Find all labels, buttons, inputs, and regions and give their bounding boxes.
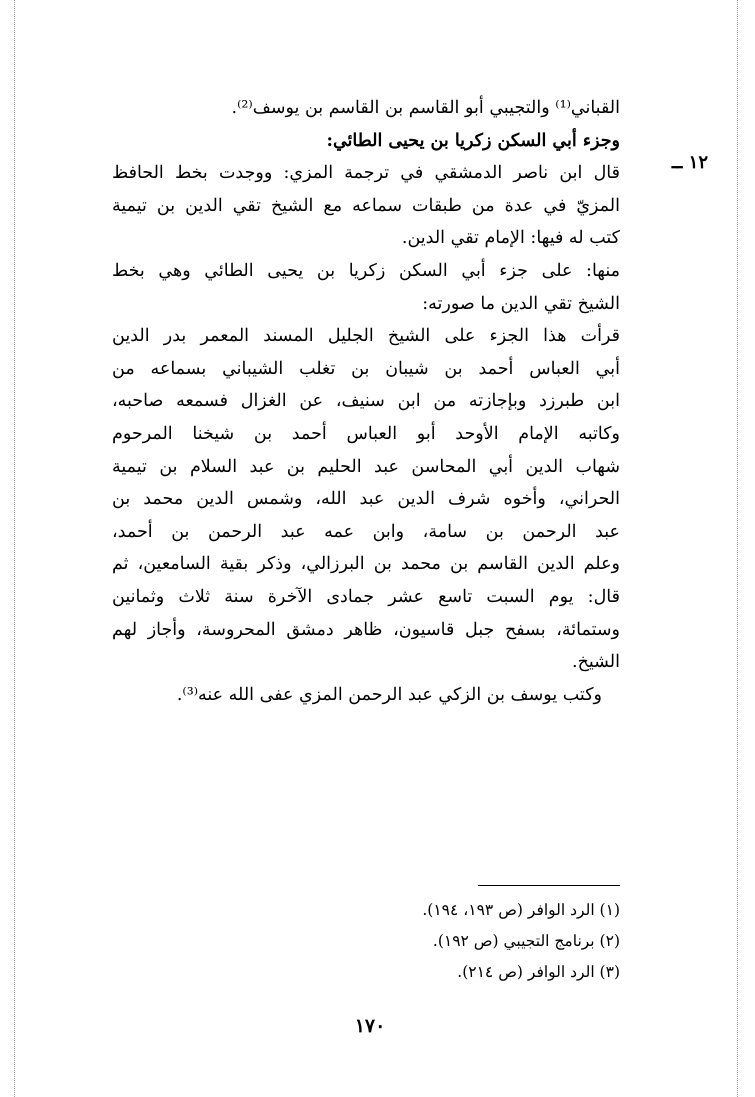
text-line-15: وعلم الدين القاسم بن محمد بن البرزالي، وذكر بقية السامعين، ثم: [112, 554, 620, 575]
page-edge-left: [14, 0, 15, 1097]
text-line-12: شهاب الدين أبي المحاسن عبد الحليم بن عبد السلام بن تيمية: [112, 456, 620, 477]
text-line-8: قرأت هذا الجزء على الشيخ الجليل المسند المعمر بدر الدين: [112, 326, 620, 347]
text-line-16: قال: يوم السبت تاسع عشر جمادى الآخرة سنة ثلاث وثمانين: [112, 586, 620, 607]
text-line-14: عبد الرحمن بن سامة، وابن عمه عبد الرحمن بن أحمد،: [112, 521, 620, 542]
footnotes: [300, 895, 620, 988]
text-line-18: الشيخ.: [572, 652, 620, 673]
text-line-6: منها: على جزء أبي السكن زكريا بن يحيى الطائي وهي بخط: [112, 260, 620, 281]
footnote-2: (٢) برنامج التجيبي (ص ١٩٢).: [432, 932, 620, 950]
main-text: [112, 92, 620, 711]
text-line-5: كتب له فيها: الإمام تقي الدين.: [401, 228, 620, 249]
text-line-9: أبي العباس أحمد بن شيبان بن تغلب الشيباني بسماعه من: [112, 358, 620, 379]
text-line-10: ابن طبرزد وبإجازته من ابن سنيف، عن الغزال فسمعه صاحبه،: [112, 391, 620, 412]
text-line-13: الحراني، وأخوه شرف الدين عبد الله، وشمس الدين محمد بن: [112, 489, 620, 510]
text-line-1: القباني⁽¹⁾ والتجيبي أبو القاسم بن القاسم بن يوسف⁽²⁾.: [231, 98, 620, 118]
footnote-1: (١) الرد الوافر (ص ١٩٣، ١٩٤).: [422, 901, 620, 919]
footnote-3: (٣) الرد الوافر (ص ٢١٤).: [457, 963, 620, 981]
text-line-7: الشيخ تقي الدين ما صورته:: [422, 293, 620, 314]
text-line-19: وكتب يوسف بن الزكي عبد الرحمن المزي عفى الله عنه⁽³⁾.: [176, 684, 602, 705]
entry-heading: وجزء أبي السكن زكريا بن يحيى الطائي:: [326, 130, 620, 151]
footnote-separator: [478, 885, 620, 886]
page-edge-right: [737, 0, 738, 1097]
page-number: ١٧٠: [354, 1015, 386, 1037]
text-line-11: وكاتبه الإمام الأوحد أبو العباس أحمد بن شيخنا المرحوم: [112, 423, 620, 444]
text-line-17: وستمائة، بسفح جبل قاسيون، ظاهر دمشق المحروسة، وأجاز لهم: [112, 619, 620, 640]
text-line-3: قال ابن ناصر الدمشقي في ترجمة المزي: ووجدت بخط الحافظ: [112, 163, 620, 184]
entry-number: ١٢ ــ: [671, 152, 708, 173]
text-line-4: المزيّ في عدة من طبقات سماعه مع الشيخ تقي الدين بن تيمية: [112, 195, 620, 216]
